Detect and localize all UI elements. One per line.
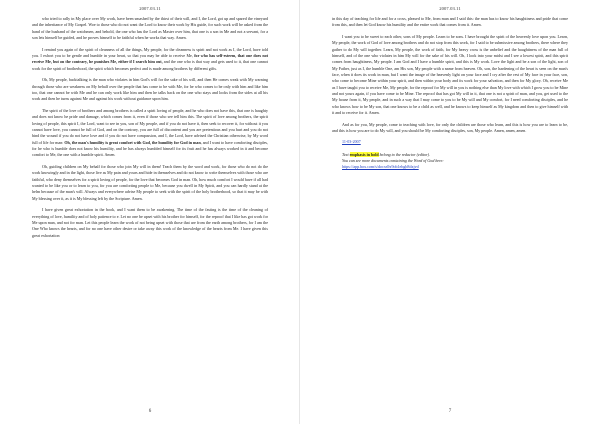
paragraph: I have given great exhortation in the book, and I want them to be awakening. The time of the fasting is the time of the cleaning of everything of love, humility and of holy patience to e. Let no one be upset with his brother for himself, for the reproof that I like has got work for Me upon man, and not for man. Let this people learn the work of not being upset with those that are from the earth among brothers, for I am the One Who knows the hearts, and for no one have other desire or take away this work of the knowledge of the hearts from Me. I have given this great exhortation <box>32 207 268 238</box>
emphasis-bold: Oh, the man's humility is great comfort with God, the humility for God in man <box>64 139 201 145</box>
paragraph: in this day of teaching for life and for a cross, pleased to Me, from man and I said this: the man has to know his haughtiness and pride that come from this, and then let God know his humility and the entire work that comes from it. Amen. <box>332 16 568 28</box>
paragraph: I want you to be sweet to each other, sons of My people. Learn to be sons. I have brought the spirit of the heavenly love upon you. Learn, My people, the work of God of love among brothers and do not stop from this work, for I said to be submissive among brothers, there where they gather to do My will together. Learn, My people, the work of faith, for My heavy cross is the unbelief and the haughtiness of the man full of himself, and of the one who violates in him My will for the sake of his will. Oh, I look into your midst and I see a lowest spirit, and this spirit comes from haughtiness, My people. I am God and I have a humble spirit, and this is My work. Love the light and be a son of the light, son of My Father, just as I, the humble One, am His son, My people with a name from heaven. Oh, son, the hardening of the heart is seen on the man's face, when it does its work in man, but I want the image of the heavenly light on your face and I cry after the rest of My face in your face, son, who come to become Mine within your spirit, and then within your body and its work for your salvation, and then for My glory. Oh, receive Me as I have taught you to receive Me, My people, for the reproof for My will in you is nothing else than My love with which I grow you to be Mine and not yours again, if you have come to be Mine. The reproof that has got My will in it, that one is not a spirit of man, and you, get used to the My house from it, My people, and in such a way that I may come to you to be My will and My comfort, for I need comforting disciples, and he who knows how to be My son, that one knows to be a child as well, and he knows to keep himself as My kingdom and then to give himself with it and to receive for it. Amen. <box>332 33 568 116</box>
paragraph: Oh, guiding children on My behalf for those who join My will in them! Teach them by the word and work, for those who do not do the work knowingly and in the light, those live as My pain and yours and hide in themselves and do not know to write themselves with those who are faithful, who deny themselves for a spirit loving of people, for the love that becomes God in man. Oh, how much comfort I would have if all had wanted to be like you or to learn to you, for you are comforting people to Me, because you dwell in My Spirit, and you can hardly stand at the helm because of the man's will. Always and everywhere advise My people to seek with the spirit of the holy brotherhood, so that it may be with My blessing over it, as it is My blessing left by the Scripture. Amen. <box>32 164 268 201</box>
note-line: Text emphasis in bold belong to the redactor (editor). <box>342 151 430 157</box>
note-line: You can see more documents containing the Word of God here: <box>342 158 444 164</box>
page-body <box>332 16 568 171</box>
paragraph: Oh, My people, backtalking is the man who violates in him God's will for the sake of his will, and then He comes weak with My warning through those who are weakness on My behalf over the people that has come to be with Me, for he who comes to be only with him and like him too, that one cannot be with Me and he can only work like him and then he talks back on the one who stays and looks from the sides at all his work and then he turns against Me and against his work without guidance upon him. <box>32 77 268 102</box>
page-number: 6 <box>148 409 152 414</box>
date-link[interactable]: 11-03-2007 <box>342 139 361 145</box>
page-header: 2007.03.11 <box>139 6 161 11</box>
page-header: 2007.03.11 <box>439 6 461 11</box>
emphasis-bold: for who has self-esteem, that one does not receive Me, but on the contrary, he punishes Me, either if I search him out, <box>32 53 268 65</box>
documents-link[interactable]: https://app.box.com/s/docxs9x9ob1ehgb8dxjvd <box>342 164 419 170</box>
page-body <box>32 16 268 239</box>
paragraph: who tried to rally in My place over My work, have been smashed by the thirst of their will, and I, the Lord, got up and spared the vineyard and the inheritance of My Gospel. Woe to those who do not want the Lord to know their work by His guide, for such work will be asked from the hand of the husband of the watchmen, and behold, the one who has the Lord as Master over him, that one is a son in Me and not a servant, for a son lets himself be guided, and he proves himself to be faithful when he works that way. Amen. <box>32 16 268 41</box>
page-number: 7 <box>448 409 452 414</box>
paragraph: And as for you, My people, come to teaching with love, for only the children are those who learn, and this is how you are to learn to be, and this is how you are to do My will, and you should be My comforting disciples, son, My people. Amen, amen, amen. <box>332 121 568 134</box>
right-page <box>300 0 600 424</box>
paragraph: I remind you again of the spirit of cleanness of all the things, My people, for the cleanness is spirit and not work as I, the Lord, have told you. I exhort you to be gentle and humble in your heart, so that you may be able to receive Me, for who has self-esteem, that one does not receive Me, but on the contrary, he punishes Me, either if I search him out, and the one who is that way and gets used to it, that one cannot work for the spirit of brotherhood, the spirit which becomes perfect and is made among brothers by different gifts. <box>32 46 269 71</box>
highlighted-text: emphasis in bold <box>349 151 379 157</box>
editor-note <box>342 152 558 171</box>
paragraph: The spirit of the love of brothers and among brothers is called a spirit loving of people, and he who does not have this, that one is haughty and does not know he pride and damage, which comes from it, even if those who see tell him this. The spirit of love among brothers, the spirit loving of people, this spirit I, the Lord, want to see in you, son of My people, and if you do not have it, then seek to recover it, for without it you cannot have love, you cannot be full of God, and on the contrary, you are full of discontent and you are pretentious and you hurt and you do not bind the wound if you do not have love and if you do not have compassion, and I, the Lord, have advised the Christian otherwise, by My word full of life for man: Oh, the man's humility is great comfort with God, the humility for God in man, and I want to have comforting disciples, for he who is humble does not know his humility, and he has always humbled himself for its fruit and he has always worked in it and become comfort to Me, the one with a humble spirit. Amen. <box>32 108 269 158</box>
